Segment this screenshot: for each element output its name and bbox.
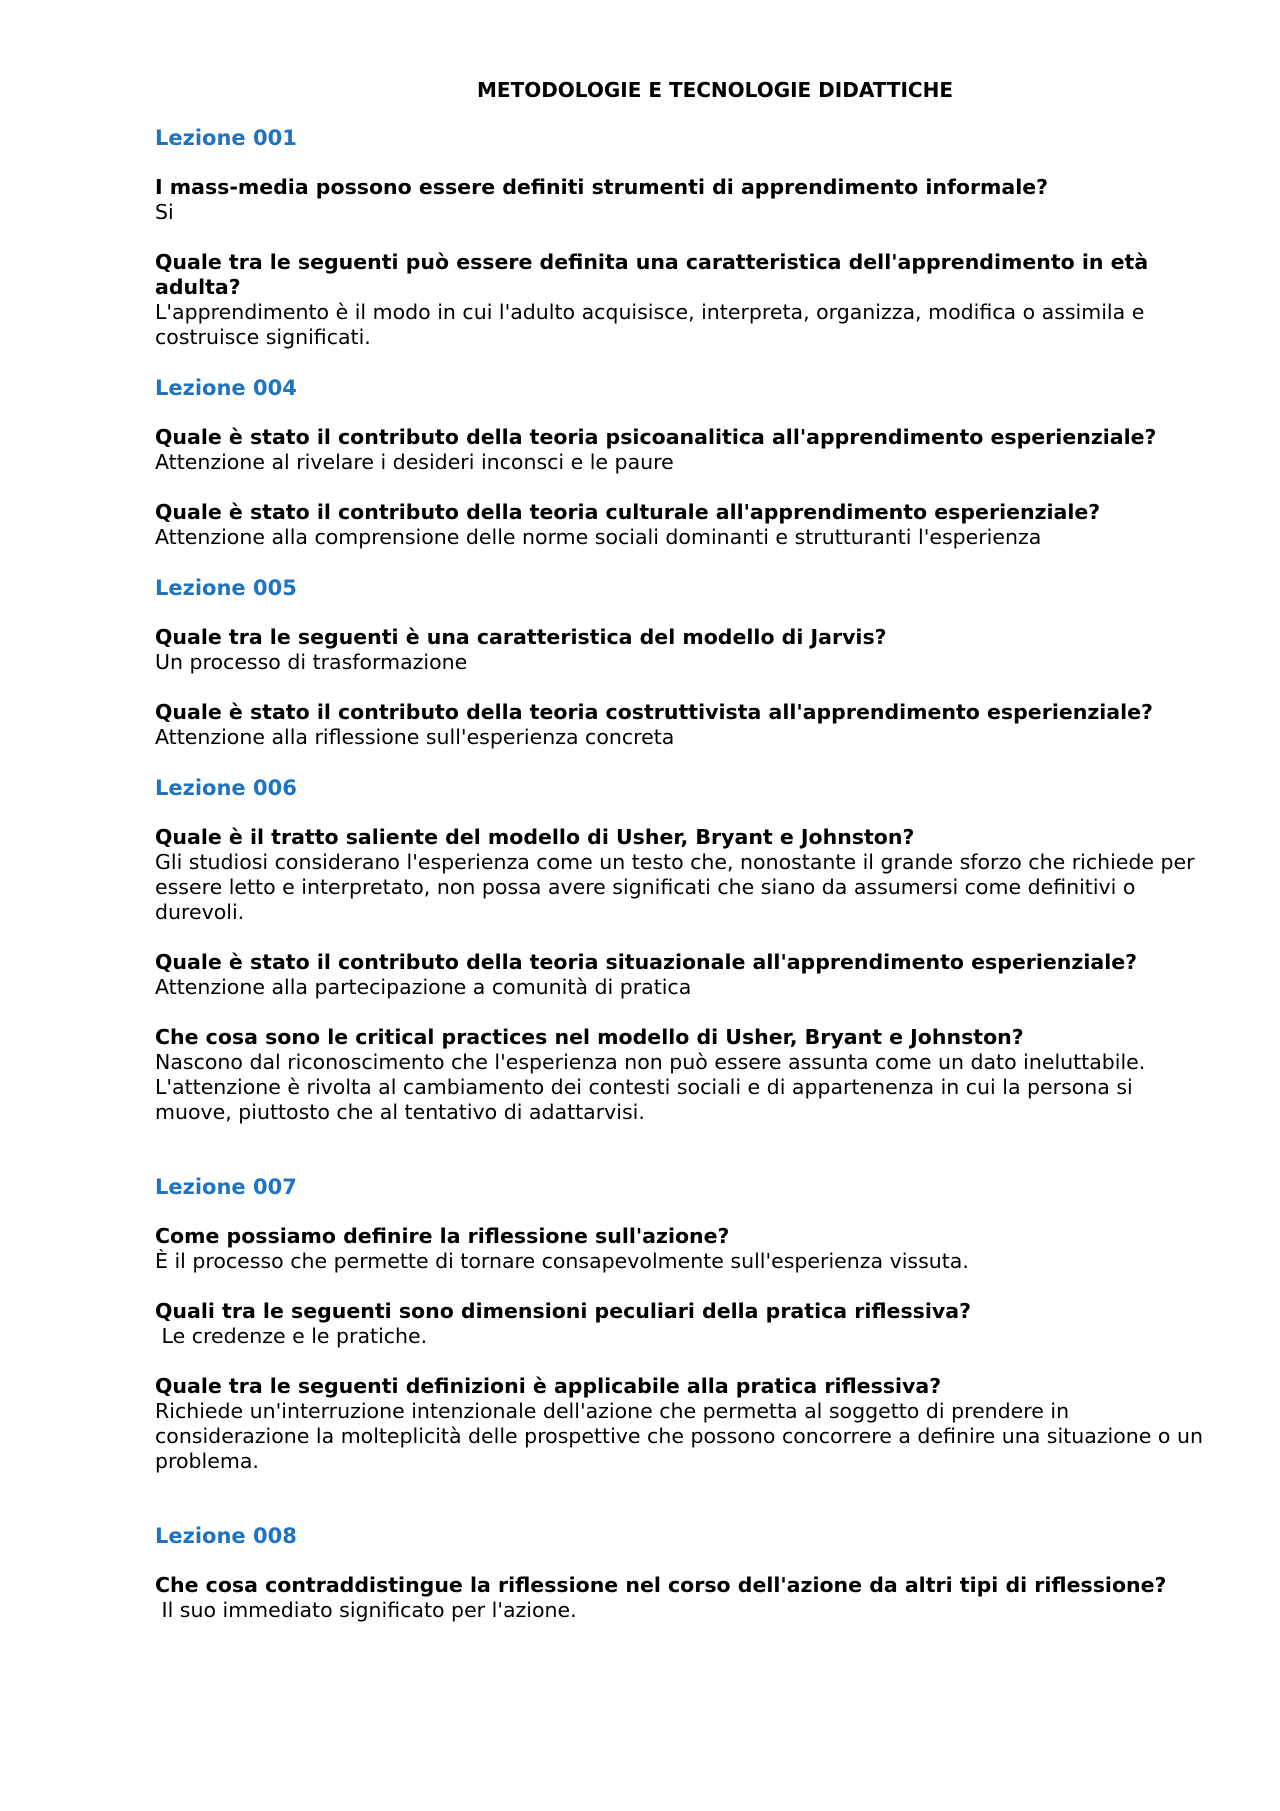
answer: Le credenze e le pratiche. xyxy=(155,1324,428,1348)
document-page xyxy=(155,78,1215,1648)
question: Quale tra le seguenti definizioni è applicabile alla pratica riflessiva? xyxy=(155,1374,942,1398)
answer: Nascono dal riconoscimento che l'esperienza non può essere assunta come un dato ineluttabile. L'attenzione è rivolta al cambiamento dei contesti sociali e di appartenenza in cui la persona si muove, piuttosto che al tentativo di adattarvisi. xyxy=(155,1050,1152,1124)
question: Quale è stato il contributo della teoria situazionale all'apprendimento esperienziale? xyxy=(155,950,1138,974)
question: Quali tra le seguenti sono dimensioni peculiari della pratica riflessiva? xyxy=(155,1299,971,1323)
qa-item xyxy=(155,1025,1215,1125)
qa-item xyxy=(155,825,1215,925)
qa-item xyxy=(155,700,1215,750)
question: Quale è stato il contributo della teoria costruttivista all'apprendimento esperienziale? xyxy=(155,700,1153,724)
answer: L'apprendimento è il modo in cui l'adulto acquisisce, interpreta, organizza, modifica o assimila e costruisce significati. xyxy=(155,300,1151,349)
lesson-section xyxy=(155,125,1215,350)
answer: Attenzione alla comprensione delle norme sociali dominanti e strutturanti l'esperienza xyxy=(155,525,1042,549)
qa-item xyxy=(155,500,1215,550)
document-title: METODOLOGIE E TECNOLOGIE DIDATTICHE xyxy=(476,78,954,102)
lesson-section xyxy=(155,575,1215,750)
qa-item xyxy=(155,250,1215,350)
qa-item xyxy=(155,950,1215,1000)
question: Quale è il tratto saliente del modello di Usher, Bryant e Johnston? xyxy=(155,825,915,849)
answer: È il processo che permette di tornare consapevolmente sull'esperienza vissuta. xyxy=(155,1249,969,1273)
answer: Un processo di trasformazione xyxy=(155,650,468,674)
answer: Gli studiosi considerano l'esperienza come un testo che, nonostante il grande sforzo che richiede per essere letto e interpretato, non possa avere significati che siano da assumersi come definitivi o durevoli. xyxy=(155,850,1202,924)
answer: Attenzione alla riflessione sull'esperienza concreta xyxy=(155,725,675,749)
question: Quale è stato il contributo della teoria psicoanalitica all'apprendimento esperienziale? xyxy=(155,425,1157,449)
question: Che cosa contraddistingue la riflessione nel corso dell'azione da altri tipi di riflessione? xyxy=(155,1573,1167,1597)
question: Che cosa sono le critical practices nel modello di Usher, Bryant e Johnston? xyxy=(155,1025,1024,1049)
answer: Si xyxy=(155,200,174,224)
lesson-section xyxy=(155,375,1215,550)
qa-item xyxy=(155,425,1215,475)
lesson-heading: Lezione 001 xyxy=(155,126,297,150)
lesson-heading: Lezione 006 xyxy=(155,776,297,800)
question: Quale tra le seguenti può essere definita una caratteristica dell'apprendimento in età adulta? xyxy=(155,250,1149,299)
lesson-heading: Lezione 004 xyxy=(155,376,297,400)
question: Come possiamo definire la riflessione sull'azione? xyxy=(155,1224,730,1248)
question: I mass-media possono essere definiti strumenti di apprendimento informale? xyxy=(155,175,1049,199)
answer: Attenzione alla partecipazione a comunità di pratica xyxy=(155,975,692,999)
lesson-section xyxy=(155,775,1215,1125)
qa-item xyxy=(155,1224,1215,1274)
answer: Richiede un'interruzione intenzionale dell'azione che permetta al soggetto di prendere in considerazione la molteplicità delle prospettive che possono concorrere a definire una situazione o un problema. xyxy=(155,1399,1210,1473)
lesson-heading: Lezione 007 xyxy=(155,1175,297,1199)
lesson-heading: Lezione 005 xyxy=(155,576,297,600)
lesson-section xyxy=(155,1523,1215,1623)
answer: Attenzione al rivelare i desideri inconsci e le paure xyxy=(155,450,674,474)
lesson-heading: Lezione 008 xyxy=(155,1524,297,1548)
qa-item xyxy=(155,1299,1215,1349)
question: Quale tra le seguenti è una caratteristica del modello di Jarvis? xyxy=(155,625,887,649)
question: Quale è stato il contributo della teoria culturale all'apprendimento esperienziale? xyxy=(155,500,1101,524)
lesson-section xyxy=(155,1174,1215,1474)
qa-item xyxy=(155,175,1215,225)
answer: Il suo immediato significato per l'azione. xyxy=(155,1598,577,1622)
qa-item xyxy=(155,625,1215,675)
qa-item xyxy=(155,1573,1215,1623)
qa-item xyxy=(155,1374,1215,1474)
